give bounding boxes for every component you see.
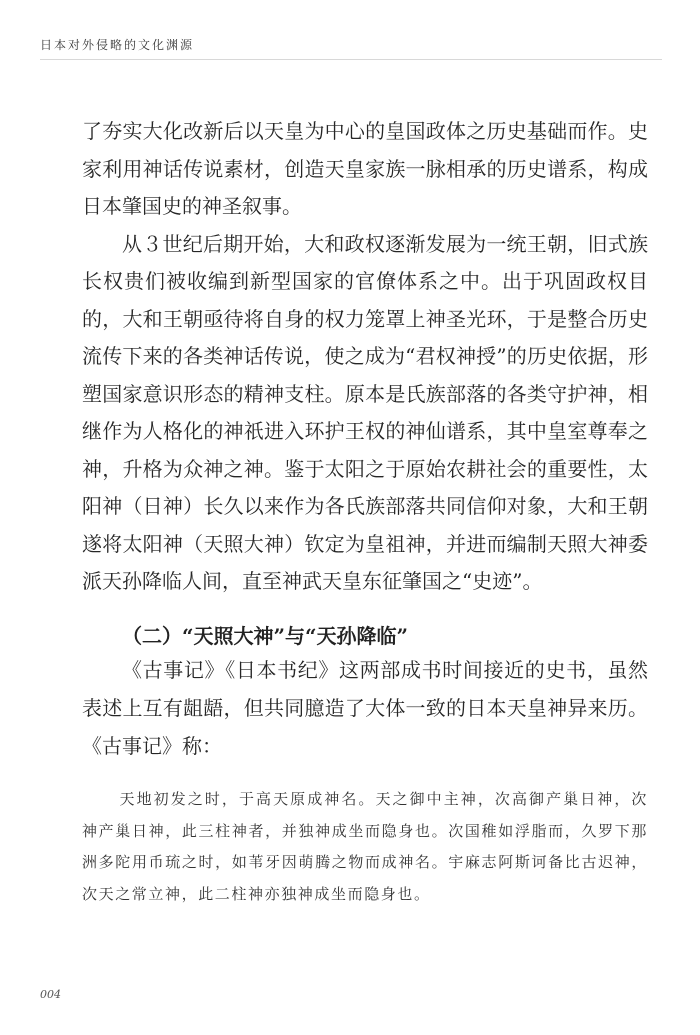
section-intro-paragraph: 《古事记》《日本书纪》这两部成书时间接近的史书，虽然表述上互有龃龉，但共同臆造了大体一致的日本天皇神异来历。《古事记》称： (82, 658, 648, 758)
main-text (82, 113, 648, 601)
section-heading: （二）“天照大神”与“天孙降临” (122, 624, 409, 648)
running-header-title: 日本对外侵略的文化渊源 (40, 38, 195, 52)
header-rule (40, 59, 662, 60)
section-text (82, 651, 648, 765)
block-quote: 天地初发之时，于高天原成神名。天之御中主神，次高御产巢日神，次神产巢日神，此三柱神者，并独神成坐而隐身也。次国稚如浮脂而，久罗下那洲多陀用币琉之时，如苇牙因萌腾之物而成神名。宇麻志阿斯诃备比古迟神，次天之常立神，此二柱神亦独神成坐而隐身也。 (82, 790, 648, 903)
page-number: 004 (40, 988, 61, 1001)
paragraph: 从３世纪后期开始，大和政权逐渐发展为一统王朝，旧式族长权贵们被收编到新型国家的官僚体系之中。出于巩固政权目的，大和王朝亟待将自身的权力笼罩上神圣光环，于是整合历史流传下来的各类神话传说，使之成为“君权神授”的历史依据，形塑国家意识形态的精神支柱。原本是氏族部落的各类守护神，相继作为人格化的神祇进入环护王权的神仙谱系，其中皇室尊奉之神，升格为众神之神。鉴于太阳之于原始农耕社会的重要性，太阳神（日神）长久以来作为各氏族部落共同信仰对象，大和王朝遂将太阳神（天照大神）钦定为皇祖神，并进而编制天照大神委派天孙降临人间，直至神武天皇东征肇国之“史迹”。 (82, 231, 648, 593)
running-header (40, 36, 662, 66)
paragraph-continued: 了夯实大化改新后以天皇为中心的皇国政体之历史基础而作。史家利用神话传说素材，创造天皇家族一脉相承的历史谱系，构成日本肇国史的神圣叙事。 (82, 119, 648, 218)
